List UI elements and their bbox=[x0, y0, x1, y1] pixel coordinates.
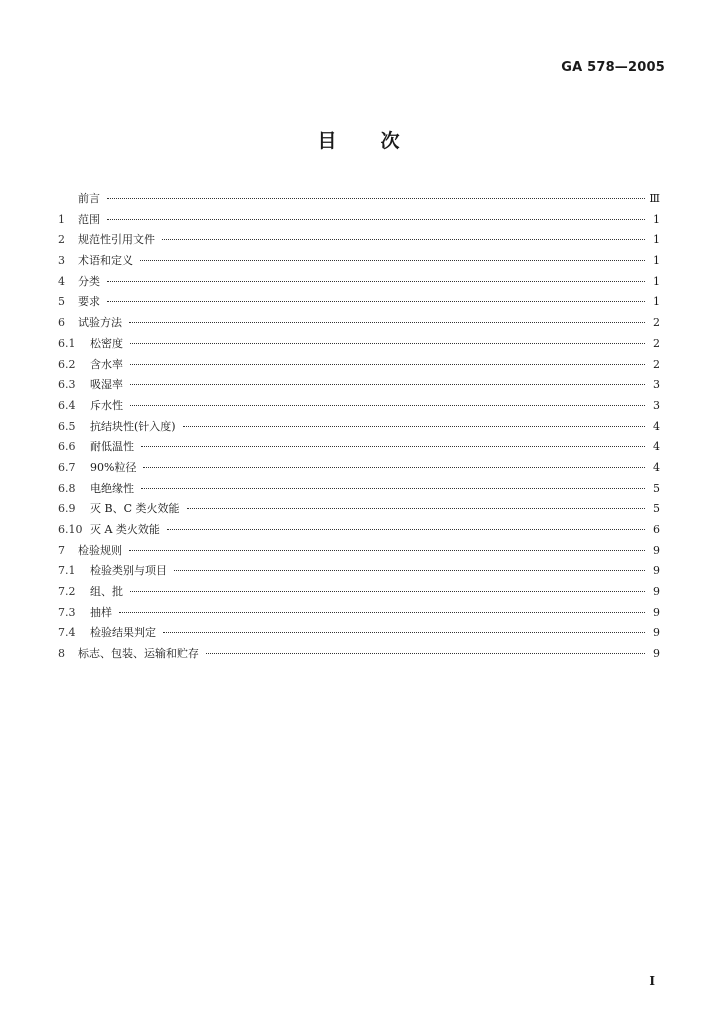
toc-entry-title: 术语和定义 bbox=[78, 254, 133, 268]
toc-entry-page: 3 bbox=[653, 398, 660, 412]
toc-entry-page: 1 bbox=[653, 254, 660, 268]
toc-entry-number: 6.3 bbox=[58, 378, 76, 392]
page-title bbox=[0, 126, 717, 153]
toc-entry-number: 7.2 bbox=[58, 585, 76, 599]
toc-entry[interactable] bbox=[58, 190, 660, 211]
toc-entry[interactable] bbox=[58, 542, 660, 563]
page-title-part1: 目 bbox=[317, 130, 337, 152]
toc-entry[interactable] bbox=[58, 211, 660, 232]
toc-entry[interactable] bbox=[58, 438, 660, 459]
toc-entry-page: 1 bbox=[653, 212, 660, 226]
toc-entry[interactable] bbox=[58, 624, 660, 645]
toc-entry-title: 检验类别与项目 bbox=[90, 564, 167, 578]
toc-entry-number: 6.10 bbox=[58, 523, 83, 536]
toc-entry-title: 含水率 bbox=[90, 357, 123, 371]
toc-entry-title: 要求 bbox=[78, 295, 100, 309]
toc-entry-title: 标志、包装、运输和贮存 bbox=[78, 647, 199, 661]
toc-entry[interactable] bbox=[58, 521, 660, 542]
toc-entry[interactable] bbox=[58, 604, 660, 625]
toc-entry-title: 检验结果判定 bbox=[90, 626, 156, 640]
toc-leader-dots bbox=[107, 301, 645, 302]
toc-leader-dots bbox=[130, 343, 645, 344]
toc-entry-title: 灭 A 类火效能 bbox=[90, 523, 160, 536]
toc-leader-dots bbox=[163, 632, 645, 633]
toc-entry-page: 2 bbox=[653, 357, 660, 371]
toc-entry-page: 1 bbox=[653, 233, 660, 247]
toc-entry-page: 4 bbox=[653, 460, 660, 474]
toc-entry-number: 6.2 bbox=[58, 357, 76, 371]
toc-leader-dots bbox=[129, 322, 645, 323]
toc-entry-number: 6.6 bbox=[58, 440, 76, 454]
toc-entry[interactable] bbox=[58, 231, 660, 252]
toc-entry-page: 4 bbox=[653, 440, 660, 454]
toc-entry-title: 前言 bbox=[78, 192, 100, 205]
toc-entry-title: 斥水性 bbox=[90, 398, 123, 412]
toc-leader-dots bbox=[119, 612, 645, 613]
toc-leader-dots bbox=[143, 467, 645, 468]
toc-entry-title: 电绝缘性 bbox=[90, 481, 134, 495]
toc-entry-title: 松密度 bbox=[90, 336, 123, 350]
toc-entry-number: 6.9 bbox=[58, 502, 76, 516]
toc-entry[interactable] bbox=[58, 500, 660, 521]
toc-leader-dots bbox=[187, 508, 646, 509]
toc-entry-page: 1 bbox=[653, 295, 660, 309]
toc-entry-page: 9 bbox=[653, 543, 660, 557]
toc-entry-number: 6.7 bbox=[58, 460, 76, 474]
toc-entry-page: 6 bbox=[653, 523, 660, 536]
toc-leader-dots bbox=[130, 405, 645, 406]
toc-entry-page: 9 bbox=[653, 605, 660, 619]
toc-leader-dots bbox=[107, 281, 645, 282]
toc-leader-dots bbox=[107, 198, 645, 199]
toc-entry[interactable] bbox=[58, 314, 660, 335]
toc-entry-number: 6.8 bbox=[58, 481, 76, 495]
toc-entry[interactable] bbox=[58, 356, 660, 377]
toc-entry-page: 2 bbox=[653, 336, 660, 350]
page-title-part2: 次 bbox=[380, 130, 400, 152]
toc-entry-page: 9 bbox=[653, 585, 660, 599]
toc-entry-number: 4 bbox=[58, 274, 65, 288]
toc-entry[interactable] bbox=[58, 562, 660, 583]
toc-entry[interactable] bbox=[58, 335, 660, 356]
toc-entry-number: 6.5 bbox=[58, 419, 76, 433]
toc-entry-title: 抽样 bbox=[90, 605, 112, 619]
toc-leader-dots bbox=[162, 239, 645, 240]
toc-entry-title: 90%粒径 bbox=[90, 460, 137, 474]
toc-entry[interactable] bbox=[58, 418, 660, 439]
toc-leader-dots bbox=[140, 260, 645, 261]
toc-entry-title: 灭 B、C 类火效能 bbox=[90, 502, 180, 516]
toc-entry[interactable] bbox=[58, 273, 660, 294]
toc-entry-title: 分类 bbox=[78, 274, 100, 288]
toc-entry-number: 6 bbox=[58, 316, 65, 330]
toc-entry-title: 吸湿率 bbox=[90, 378, 123, 392]
toc-entry[interactable] bbox=[58, 583, 660, 604]
toc-entry-page: 4 bbox=[653, 419, 660, 433]
toc-entry-page: 9 bbox=[653, 647, 660, 661]
toc-entry-title: 范围 bbox=[78, 212, 100, 226]
toc-entry[interactable] bbox=[58, 293, 660, 314]
toc-entry-page: 5 bbox=[653, 481, 660, 495]
toc-leader-dots bbox=[130, 364, 645, 365]
toc-entry-title: 抗结块性(针入度) bbox=[90, 419, 176, 433]
toc-entry[interactable] bbox=[58, 480, 660, 501]
table-of-contents bbox=[58, 190, 660, 666]
toc-entry-number: 3 bbox=[58, 254, 65, 268]
toc-entry-page: Ⅲ bbox=[649, 192, 660, 205]
toc-entry-title: 规范性引用文件 bbox=[78, 233, 155, 247]
toc-entry-number: 6.1 bbox=[58, 336, 76, 350]
toc-leader-dots bbox=[130, 384, 645, 385]
toc-leader-dots bbox=[129, 550, 645, 551]
toc-entry-page: 2 bbox=[653, 316, 660, 330]
toc-entry-number: 5 bbox=[58, 295, 65, 309]
toc-leader-dots bbox=[130, 591, 645, 592]
toc-entry-title: 组、批 bbox=[90, 585, 123, 599]
toc-entry[interactable] bbox=[58, 459, 660, 480]
toc-entry[interactable] bbox=[58, 376, 660, 397]
toc-leader-dots bbox=[206, 653, 645, 654]
toc-entry-number: 8 bbox=[58, 647, 65, 661]
toc-entry-number: 7.3 bbox=[58, 605, 76, 619]
toc-entry-page: 3 bbox=[653, 378, 660, 392]
toc-leader-dots bbox=[183, 426, 645, 427]
toc-entry-page: 1 bbox=[653, 274, 660, 288]
toc-entry-number: 7 bbox=[58, 543, 65, 557]
toc-entry-number: 1 bbox=[58, 212, 65, 226]
toc-entry-page: 9 bbox=[653, 564, 660, 578]
toc-leader-dots bbox=[141, 488, 645, 489]
toc-leader-dots bbox=[141, 446, 645, 447]
toc-entry[interactable] bbox=[58, 397, 660, 418]
standard-code: GA 578—2005 bbox=[561, 60, 665, 75]
toc-leader-dots bbox=[107, 219, 645, 220]
toc-entry-number: 7.4 bbox=[58, 626, 76, 640]
toc-entry[interactable] bbox=[58, 252, 660, 273]
toc-entry-page: 9 bbox=[653, 626, 660, 640]
toc-entry-title: 耐低温性 bbox=[90, 440, 134, 454]
toc-entry-number: 6.4 bbox=[58, 398, 76, 412]
toc-entry[interactable] bbox=[58, 645, 660, 666]
toc-leader-dots bbox=[174, 570, 645, 571]
toc-entry-title: 试验方法 bbox=[78, 316, 122, 330]
toc-entry-number: 2 bbox=[58, 233, 65, 247]
page-number: I bbox=[649, 974, 655, 988]
toc-entry-page: 5 bbox=[653, 502, 660, 516]
toc-entry-title: 检验规则 bbox=[78, 543, 122, 557]
toc-leader-dots bbox=[167, 529, 645, 530]
toc-entry-number: 7.1 bbox=[58, 564, 76, 578]
